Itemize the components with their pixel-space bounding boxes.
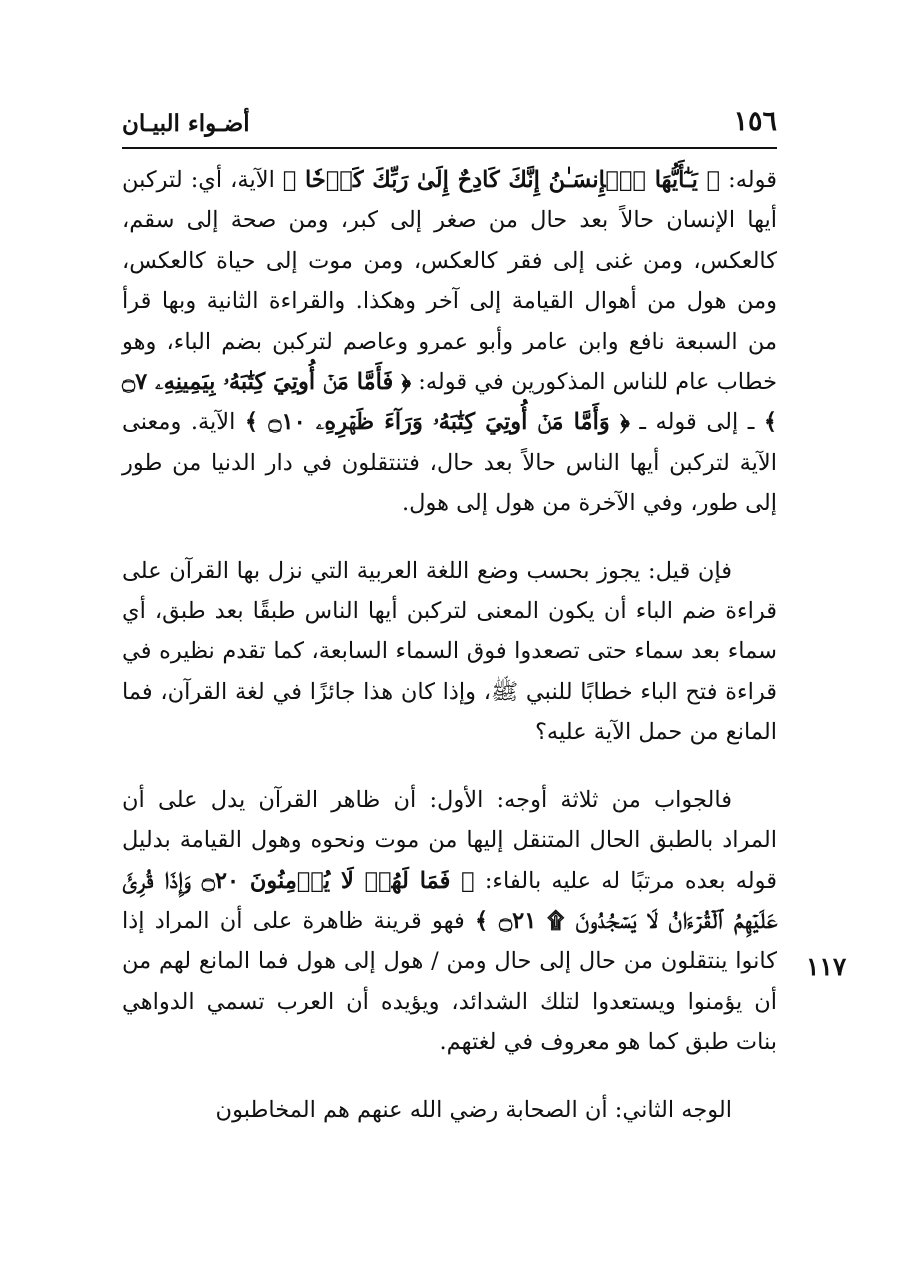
quran-verse-3: ﴿ وَأَمَّا مَنۡ أُوتِيَ كِتَٰبَهُۥ وَرَآءَ ظَهۡرِهِۦ ۝١٠ ﴾	[244, 409, 630, 436]
book-title: أضـواء البيـان	[122, 110, 250, 137]
page-number: ١٥٦	[733, 106, 777, 137]
quran-verse-4: ﴿ فَمَا لَهُمۡ لَا يُؤۡمِنُونَ ۝٢٠ وَإِذَا قُرِئَ عَلَيۡهِمُ ٱلۡقُرۡءَانُ لَا يَسۡجُدُونَ ۩ ۝٢١ ﴾	[122, 867, 777, 934]
paragraph-3-text-b: فهو قرينة ظاهرة على أن المراد إذا كانوا ينتقلون من حال إلى حال ومن / هول إلى هول فما المانع لهم من أن يؤمنوا ويستعدوا لتلك الشدائد، ويؤيده أن العرب تسمي الدواهي بنات طبق كما هو معروف في لغتهم.	[122, 907, 777, 1056]
page-header	[122, 100, 777, 146]
paragraph-4: الوجه الثاني: أن الصحابة رضي الله عنهم هم المخاطبون	[215, 1096, 732, 1123]
paragraph-1	[122, 160, 777, 524]
page-body	[122, 160, 777, 1130]
paragraph-1-text-d: الآية. ومعنى الآية لتركبن أيها الناس حالاً بعد حال، فتنتقلون في دار الدنيا من طور إلى طور، وفي الآخرة من هول إلى هول.	[122, 409, 777, 517]
quran-verse-2: ﴿ فَأَمَّا مَنۡ أُوتِيَ كِتَٰبَهُۥ بِيَمِينِهِۦ ۝٧ ﴾	[122, 369, 778, 436]
quran-verse-1: ﴿ يَـٰٓأَيُّهَا ٱلۡإِنسَـٰنُ إِنَّكَ كَادِحٌ إِلَىٰ رَبِّكَ كَدۡحٗا ﴾	[282, 167, 721, 193]
paragraph-2: فإن قيل: يجوز بحسب وضع اللغة العربية التي نزل بها القرآن على قراءة ضم الباء أن يكون المعنى لتركبن أيها الناس طبقًا بعد طبق، أي سماء بعد سماء حتى تصعدوا فوق السماء السابعة، كما تقدم نظيره في قراءة فتح الباء خطابًا للنبي ﷺ، وإذا كان هذا جائزًا في لغة القرآن، فما المانع من حمل الآية عليه؟	[122, 557, 777, 746]
header-rule	[122, 147, 777, 149]
paragraph-3	[122, 780, 777, 1063]
paragraph-3-text-a: فالجواب من ثلاثة أوجه: الأول: أن ظاهر القرآن يدل على أن المراد بالطبق الحال المتنقل إليها من موت ونحوه وهول القيامة بدليل قوله بعده مرتبًا له عليه بالفاء:	[122, 786, 777, 894]
paragraph-1-text-b: الآية، أي: لتركبن أيها الإنسان حالاً بعد حال من صغر إلى كبر، ومن صحة إلى سقم، كالعكس، ومن غنى إلى فقر كالعكس، ومن موت إلى حياة كالعكس، ومن هول من أهوال القيامة إلى آخر وهكذا. والقراءة الثانية وبها قرأ من السبعة نافع وابن عامر وأبو عمرو وعاصم لتركبن بضم الباء، وهو خطاب عام للناس المذكورين في قوله:	[122, 167, 777, 396]
margin-page-reference: ١١٧	[806, 952, 847, 981]
paragraph-1-text-a: قوله:	[720, 167, 777, 193]
paragraph-1-text-c: ـ إلى قوله ـ	[629, 409, 764, 436]
